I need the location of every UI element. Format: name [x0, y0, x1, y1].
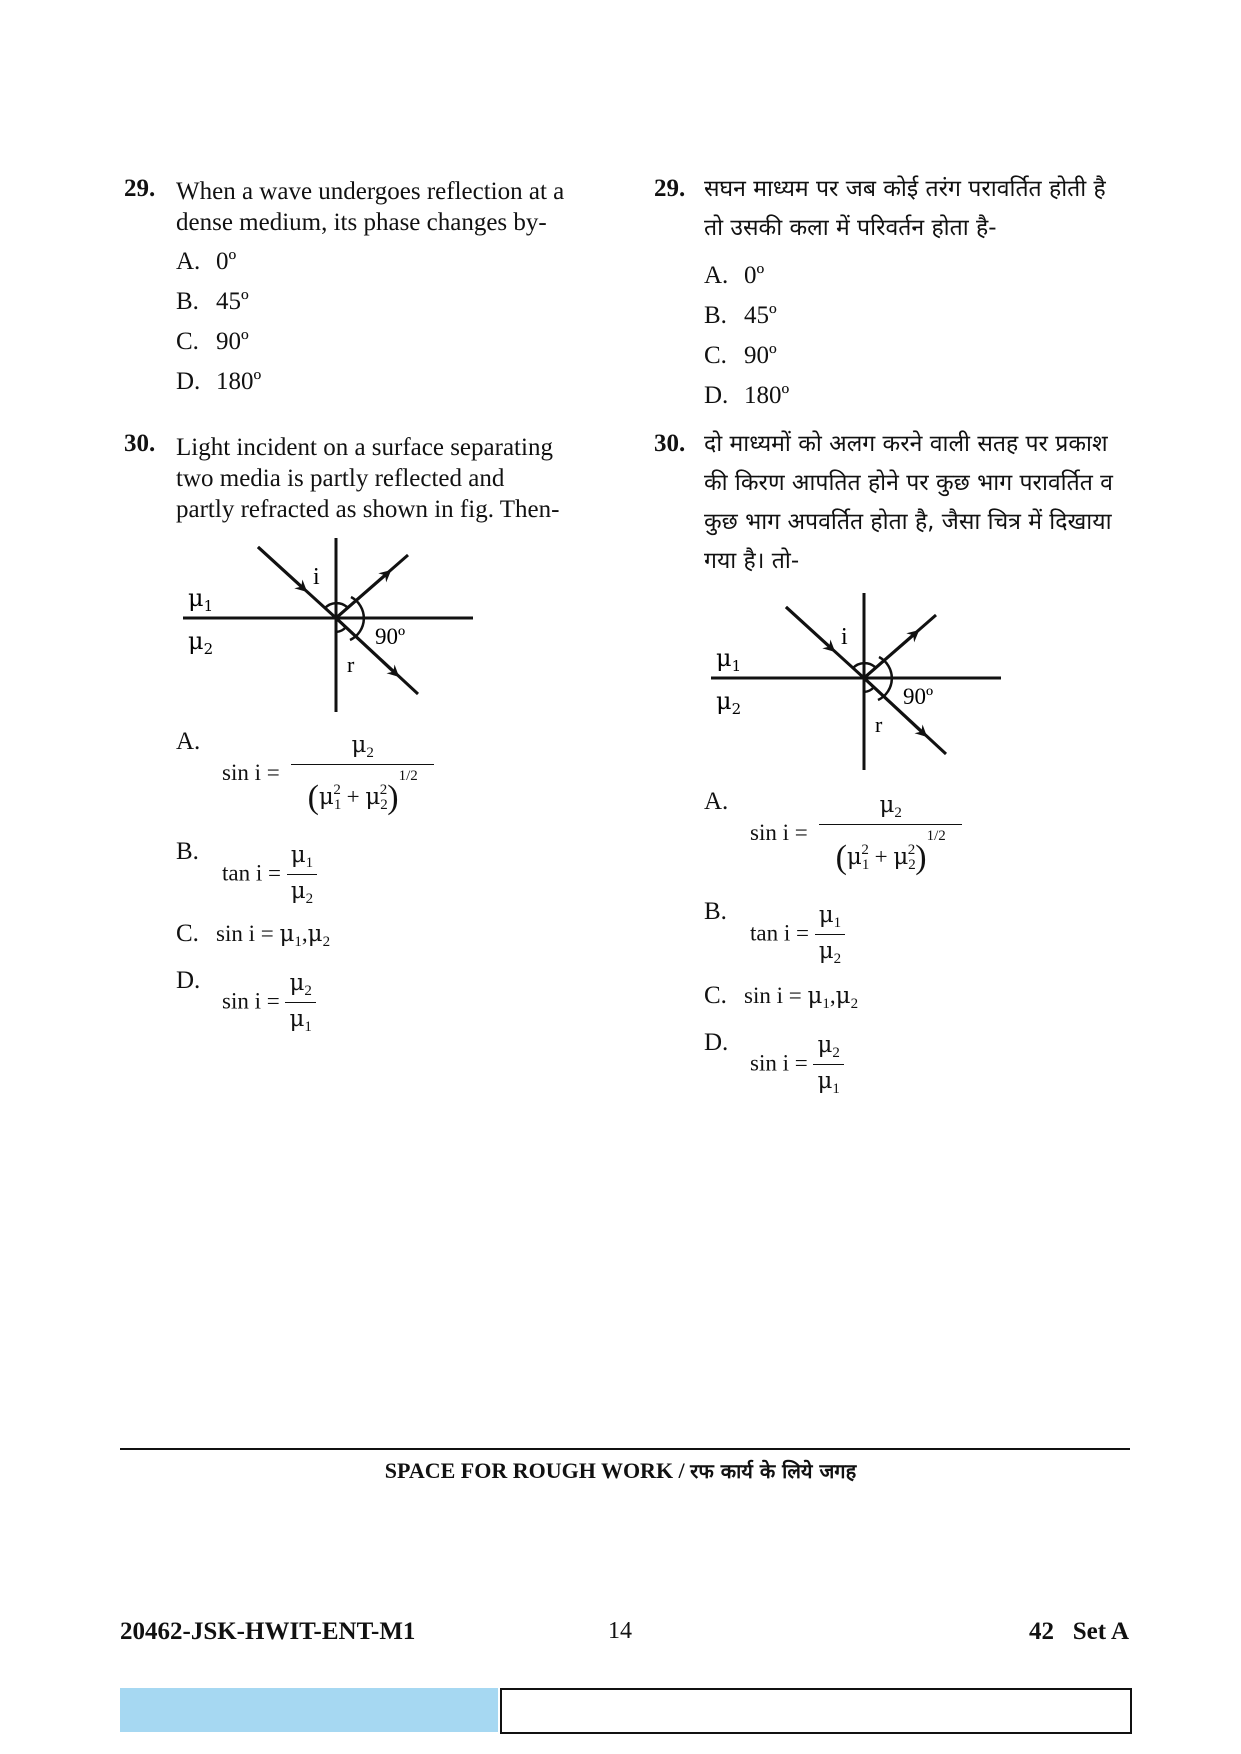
hindi-q29-option-a[interactable]: A. 0º: [704, 262, 765, 289]
hindi-question-30-line-2: की किरण आपतित होने पर कुछ भाग परावर्तित व: [704, 470, 1113, 496]
hindi-q29-option-b[interactable]: B. 45º: [704, 302, 777, 329]
q29-option-a[interactable]: A. 0º: [176, 248, 237, 275]
q29-option-d[interactable]: D. 180º: [176, 368, 262, 395]
hindi-question-30-line-4: गया है। तो-: [704, 548, 800, 574]
hindi-question-29-line-2: तो उसकी कला में परिवर्तन होता है-: [704, 215, 997, 241]
mu2-label: $\mu_2$: [188, 627, 214, 658]
hindi-q29-option-c[interactable]: C. 90º: [704, 342, 777, 369]
question-29-line-1: When a wave undergoes reflection at a: [176, 178, 565, 205]
q30-option-d-formula: sin i = $\frac{\mu_2}{\mu_1}$: [222, 970, 316, 1036]
q30-option-b-label[interactable]: B.: [176, 838, 199, 865]
hindi-question-30-text: [704, 425, 1113, 581]
hindi-question-30-line-3: कुछ भाग अपवर्तित होता है, जैसा चित्र में दिखाया: [704, 509, 1112, 535]
question-29-text: [176, 176, 564, 238]
q29-option-c[interactable]: C. 90º: [176, 328, 249, 355]
mu1-label: $\mu_1$: [188, 584, 214, 615]
question-30-line-3: partly refracted as shown in fig. Then-: [176, 496, 560, 523]
q30-option-c[interactable]: C. $\sin i = \mu_1,\mu_2$: [176, 920, 331, 950]
paper-code: 20462-JSK-HWIT-ENT-M1: [120, 1618, 416, 1645]
hindi-question-29-line-1: सघन माध्यम पर जब कोई तरंग परावर्तित होती है: [704, 176, 1106, 202]
page-number: 14: [608, 1618, 632, 1644]
angle-i-label: i: [313, 564, 320, 590]
hindi-q30-option-d-formula: sin i = $\frac{\mu_2}{\mu_1}$: [750, 1032, 844, 1098]
footer-color-bar: [120, 1688, 498, 1732]
hindi-question-29-text: [704, 170, 1106, 248]
angle-90-label: 90º: [375, 624, 406, 649]
hindi-question-29-number: 29.: [654, 175, 686, 202]
hindi-q30-option-a-formula: sin i = $\frac{\mu_2}{(\mu_1^2 + \mu_2^2)^{1/2}}$: [750, 792, 962, 877]
hindi-mu1-label: $\mu_1$: [716, 644, 742, 675]
hindi-question-30-number: 30.: [654, 430, 686, 457]
question-29-line-2: dense medium, its phase changes by-: [176, 209, 547, 236]
hindi-q30-option-c-formula: $\sin i = \mu_1,\mu_2$: [744, 983, 859, 1012]
hindi-q30-option-a-label[interactable]: A.: [704, 788, 729, 815]
hindi-q30-option-d-label[interactable]: D.: [704, 1029, 729, 1056]
question-30-line-2: two media is partly reflected and: [176, 465, 505, 492]
q30-option-a-label[interactable]: A.: [176, 728, 201, 755]
rough-work-heading: SPACE FOR ROUGH WORK / रफ कार्य के लिये जगह: [384, 1458, 857, 1483]
angle-r-label: r: [347, 652, 355, 677]
question-29-number: 29.: [124, 175, 156, 202]
refraction-diagram: [175, 530, 475, 715]
q30-option-c-formula: $\sin i = \mu_1,\mu_2$: [216, 921, 331, 950]
q30-option-d-label[interactable]: D.: [176, 967, 201, 994]
question-30-line-1: Light incident on a surface separating: [176, 434, 553, 461]
rough-work-divider: [120, 1448, 1130, 1450]
hindi-q30-option-b-label[interactable]: B.: [704, 898, 727, 925]
hindi-angle-i-label: i: [841, 624, 848, 650]
set-label: 42 Set A: [1029, 1618, 1129, 1645]
question-30-text: [176, 432, 559, 525]
hindi-q29-option-d[interactable]: D. 180º: [704, 382, 790, 409]
hindi-q30-option-b-formula: tan i = $\frac{\mu_1}{\mu_2}$: [750, 902, 845, 968]
question-30-number: 30.: [124, 430, 156, 457]
q30-option-a-formula: sin i = $\frac{\mu_2}{(\mu_1^2 + \mu_2^2)^{1/2}}$: [222, 732, 434, 817]
hindi-question-30-line-1: दो माध्यमों को अलग करने वाली सतह पर प्रकाश: [704, 431, 1108, 457]
q29-option-b[interactable]: B. 45º: [176, 288, 249, 315]
q30-option-b-formula: tan i = $\frac{\mu_1}{\mu_2}$: [222, 842, 317, 908]
hindi-refraction-diagram: [703, 590, 1003, 775]
hindi-mu2-label: $\mu_2$: [716, 687, 742, 718]
footer-empty-box: [500, 1688, 1132, 1734]
hindi-q30-option-c[interactable]: C. $\sin i = \mu_1,\mu_2$: [704, 982, 859, 1012]
hindi-angle-90-label: 90º: [903, 684, 934, 709]
hindi-angle-r-label: r: [875, 712, 883, 737]
